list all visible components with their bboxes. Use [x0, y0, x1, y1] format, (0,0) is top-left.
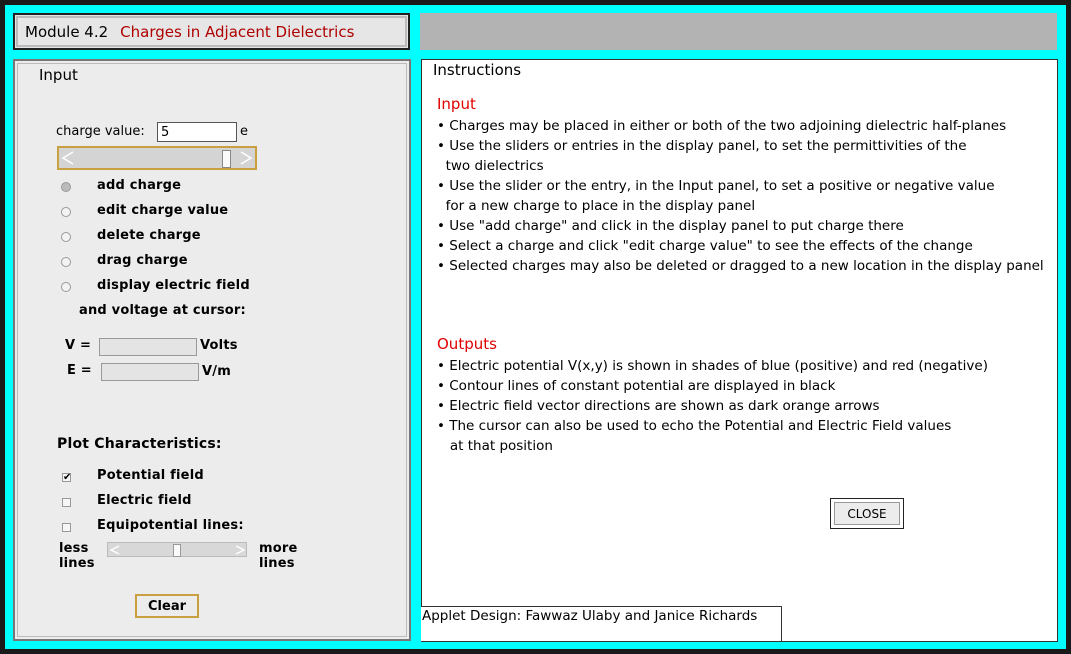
module-title-box: [13, 13, 410, 50]
clear-button[interactable]: Clear: [135, 594, 199, 618]
lines-left-arrow-icon[interactable]: [108, 543, 121, 556]
output-line: • Electric potential V(x,y) is shown in shades of blue (positive) and red (negative): [437, 358, 988, 374]
check-icon: ✔: [63, 472, 72, 483]
display-field-label[interactable]: display electric field: [97, 278, 250, 293]
display-field-continuation: and voltage at cursor:: [79, 303, 246, 318]
output-line: at that position: [437, 438, 553, 454]
equipotential-checkbox[interactable]: [62, 523, 71, 532]
equipotential-label[interactable]: Equipotential lines:: [97, 518, 244, 533]
electric-field-label[interactable]: Electric field: [97, 493, 192, 508]
add-charge-label[interactable]: add charge: [97, 178, 182, 193]
potential-field-checkbox[interactable]: [62, 473, 71, 482]
charge-value-input[interactable]: [157, 122, 237, 142]
input-line: for a new charge to place in the display panel: [437, 198, 756, 214]
charge-value-label: charge value:: [56, 124, 145, 139]
display-field-radio[interactable]: [61, 282, 71, 292]
credit-box: Applet Design: Fawwaz Ulaby and Janice Richards: [421, 606, 782, 642]
output-line: • Contour lines of constant potential are displayed in black: [437, 378, 836, 394]
instructions-title: Instructions: [433, 61, 522, 79]
less-lines-label: [59, 541, 95, 571]
more-lines-label: [259, 541, 298, 571]
lines-right-arrow-icon[interactable]: [233, 543, 246, 556]
header-bar: [420, 13, 1057, 50]
edit-charge-radio[interactable]: [61, 207, 71, 217]
add-charge-radio[interactable]: [61, 182, 71, 192]
input-panel-title: Input: [39, 66, 78, 84]
edit-charge-label[interactable]: edit charge value: [97, 203, 229, 218]
less-lines-word: lines: [59, 556, 95, 571]
v-label: V =: [65, 338, 92, 353]
outputs-heading: Outputs: [437, 335, 497, 353]
module-number: Module 4.2: [25, 22, 109, 41]
delete-charge-radio[interactable]: [61, 232, 71, 242]
close-button-label[interactable]: CLOSE: [834, 502, 900, 525]
input-line: • Selected charges may also be deleted or dragged to a new location in the display panel: [437, 258, 1044, 274]
field-readout: [101, 363, 199, 381]
lines-slider[interactable]: [107, 542, 247, 557]
instructions-panel: [421, 59, 1058, 642]
electric-field-checkbox[interactable]: [62, 498, 71, 507]
input-line: • Charges may be placed in either or both of the two adjoining dielectric half-planes: [437, 118, 1007, 134]
output-instructions: [437, 356, 1057, 456]
slider-right-arrow-icon[interactable]: [237, 148, 255, 168]
charge-slider[interactable]: [57, 146, 257, 170]
v-unit: Volts: [200, 338, 238, 353]
drag-charge-radio[interactable]: [61, 257, 71, 267]
less-word: less: [59, 541, 89, 556]
drag-charge-label[interactable]: drag charge: [97, 253, 188, 268]
lines-slider-thumb[interactable]: [173, 544, 181, 557]
close-button[interactable]: [830, 498, 904, 529]
module-name: Charges in Adjacent Dielectrics: [120, 22, 355, 41]
input-line: two dielectrics: [437, 158, 544, 174]
input-panel: [13, 59, 411, 641]
input-line: • Use "add charge" and click in the display panel to put charge there: [437, 218, 904, 234]
output-line: • Electric field vector directions are shown as dark orange arrows: [437, 398, 880, 414]
charge-unit: e: [240, 124, 248, 139]
potential-field-label[interactable]: Potential field: [97, 468, 204, 483]
voltage-readout: [99, 338, 197, 356]
e-unit: V/m: [202, 364, 231, 379]
slider-left-arrow-icon[interactable]: [59, 148, 77, 168]
input-heading: Input: [437, 95, 476, 113]
input-line: • Use the sliders or entries in the display panel, to set the permittivities of the: [437, 138, 967, 154]
delete-charge-label[interactable]: delete charge: [97, 228, 201, 243]
more-lines-word: lines: [259, 556, 295, 571]
output-line: • The cursor can also be used to echo the Potential and Electric Field values: [437, 418, 952, 434]
e-label: E =: [67, 363, 92, 378]
charge-slider-thumb[interactable]: [222, 150, 231, 168]
more-word: more: [259, 541, 298, 556]
plot-characteristics-title: Plot Characteristics:: [57, 436, 222, 452]
input-line: • Select a charge and click "edit charge value" to see the effects of the change: [437, 238, 973, 254]
input-line: • Use the slider or the entry, in the Input panel, to set a positive or negative value: [437, 178, 995, 194]
input-instructions: [437, 116, 1057, 276]
